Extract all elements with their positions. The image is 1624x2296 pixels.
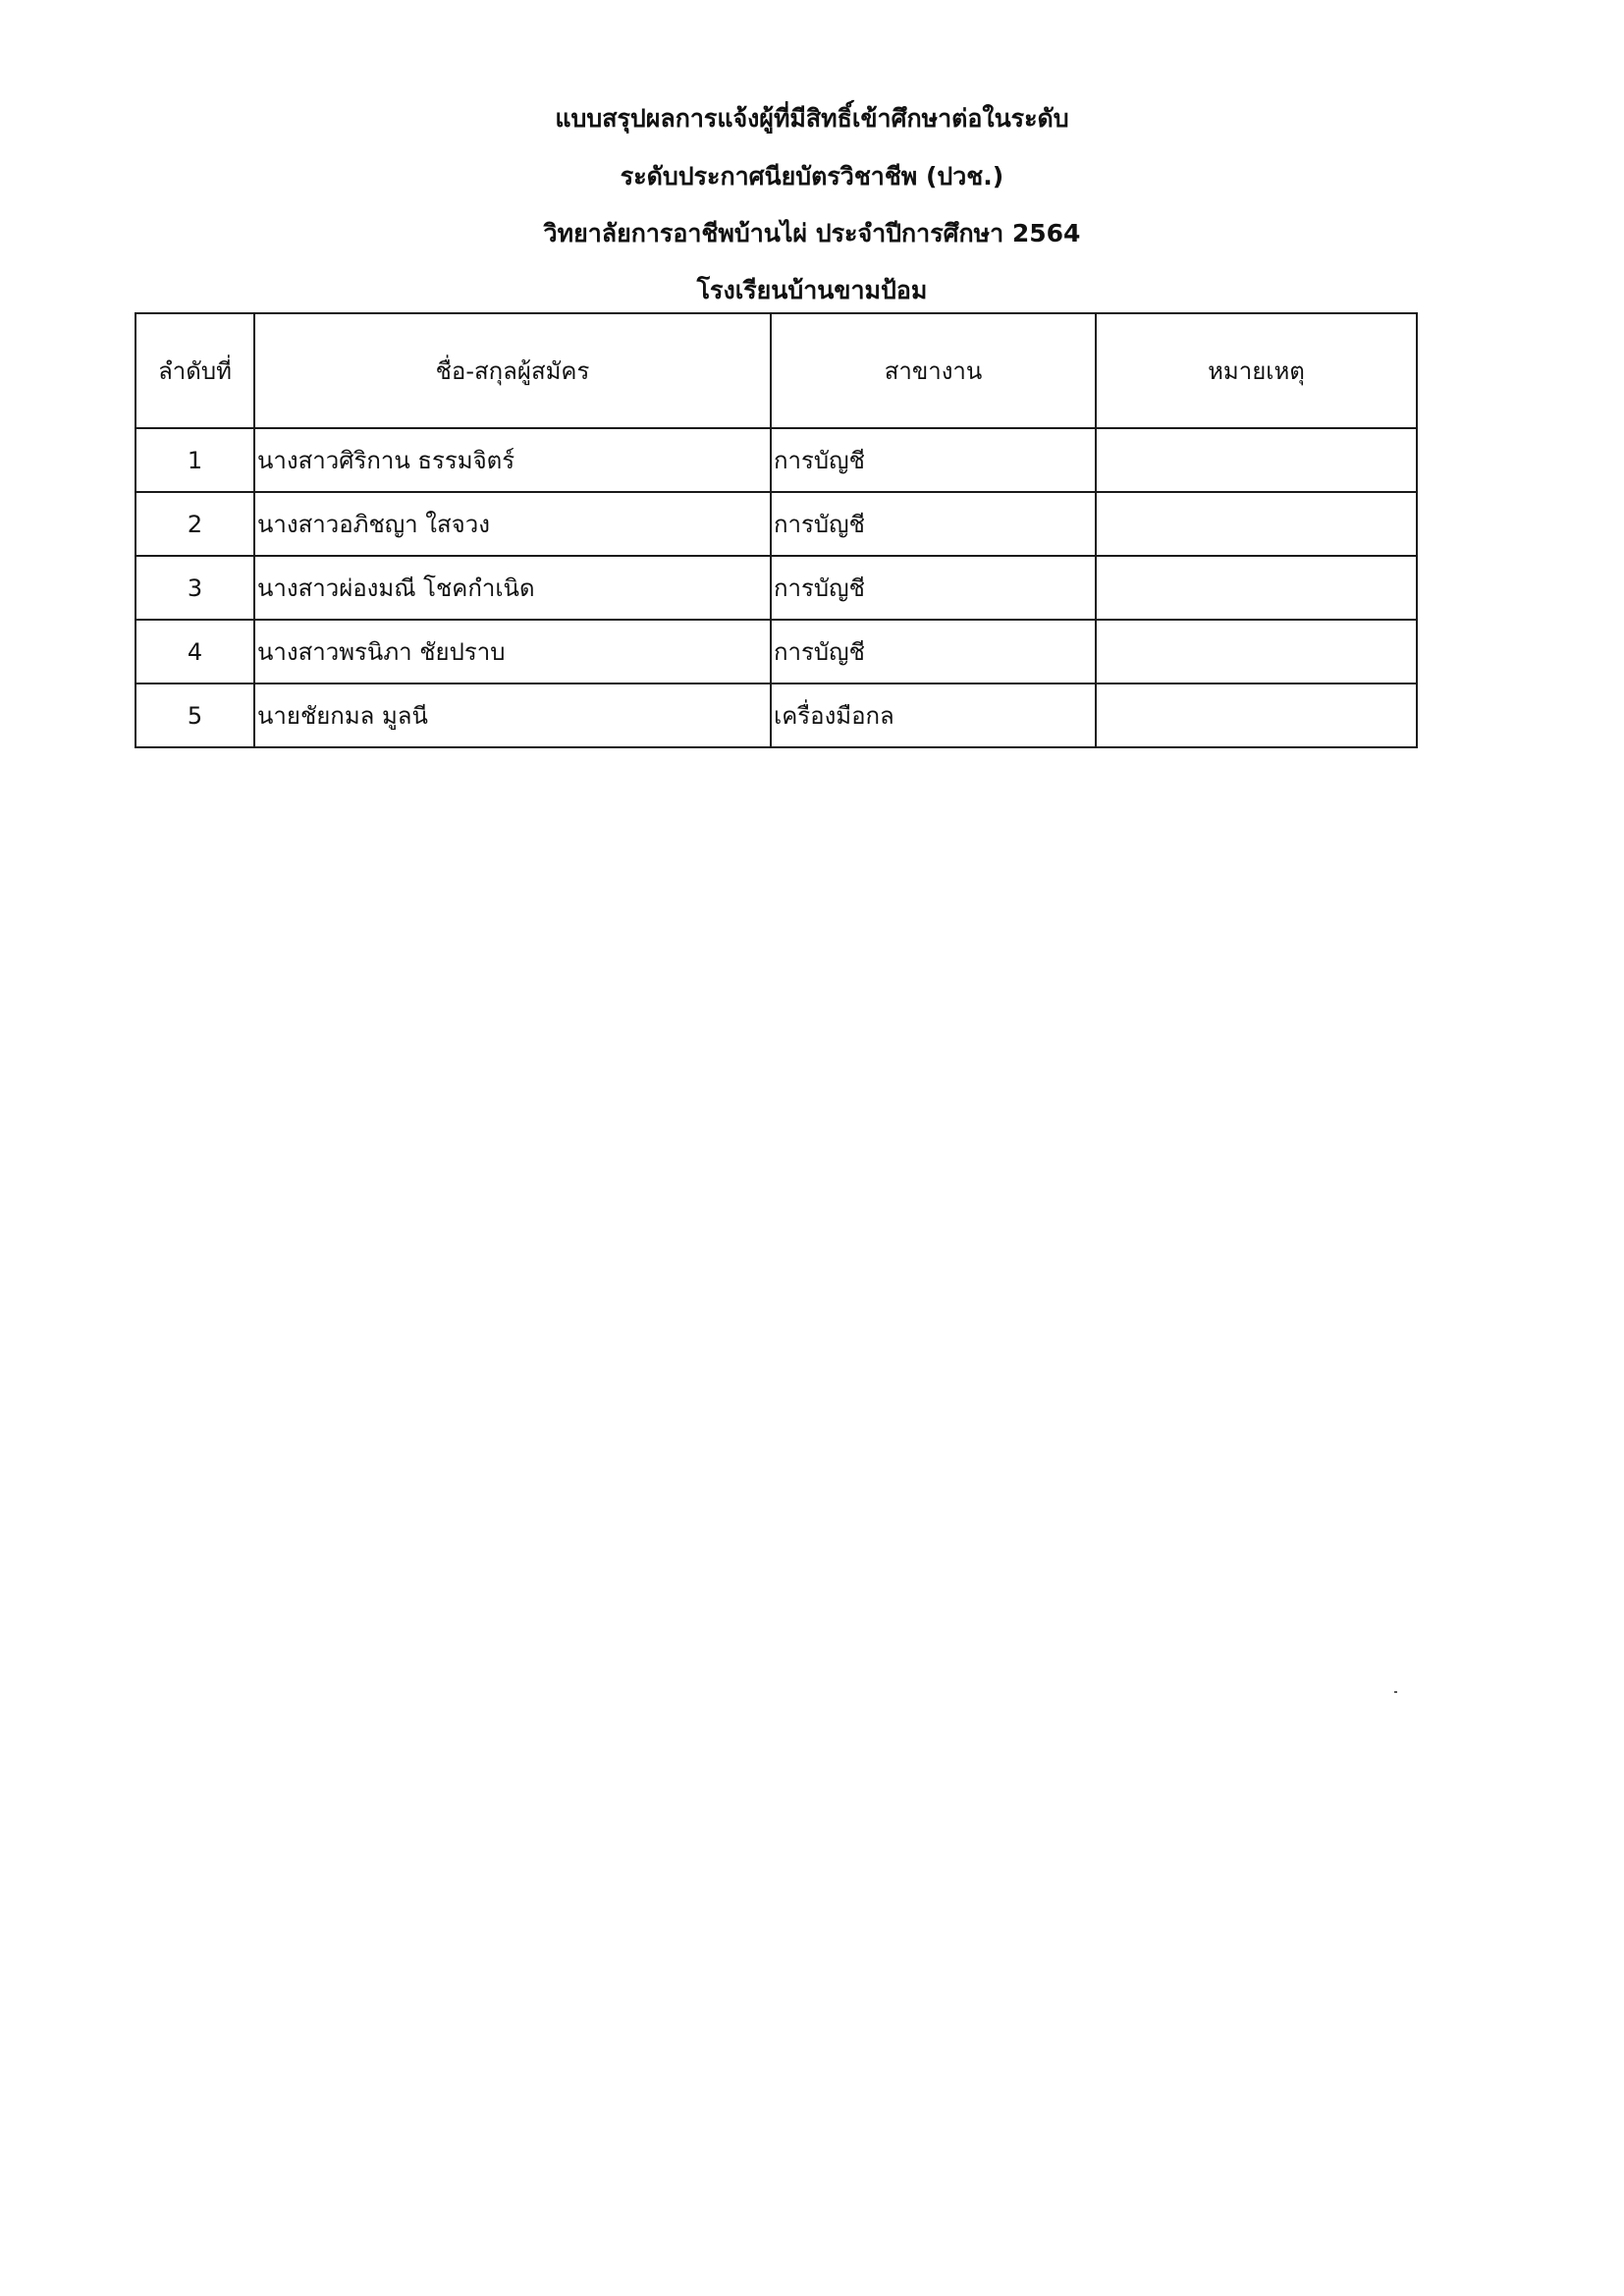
table-row [135,556,1417,620]
applicant-major: เครื่องมือกล [771,683,1096,747]
applicant-name: นายชัยกมล มูลนี [254,683,771,747]
table-row [135,428,1417,492]
applicant-major: การบัญชี [771,620,1096,683]
row-number: 2 [135,492,254,556]
table-row [135,620,1417,683]
applicant-major: การบัญชี [771,492,1096,556]
row-number: 1 [135,428,254,492]
applicant-note [1096,683,1417,747]
table-row [135,492,1417,556]
applicant-major: การบัญชี [771,428,1096,492]
applicant-note [1096,428,1417,492]
applicant-major: การบัญชี [771,556,1096,620]
applicant-name: นางสาวอภิชญา ใสจวง [254,492,771,556]
applicant-name: นางสาวผ่องมณี โชคกำเนิด [254,556,771,620]
applicant-note [1096,620,1417,683]
document-subtitle-college: วิทยาลัยการอาชีพบ้านไผ่ ประจำปีการศึกษา 2564 [543,219,1081,247]
column-header-major: สาขางาน [771,313,1096,428]
row-number: 4 [135,620,254,683]
document-title: แบบสรุปผลการแจ้งผู้ที่มีสิทธิ์เข้าศึกษาต่อในระดับ [555,104,1069,133]
applicant-name: นางสาวศิริกาน ธรรมจิตร์ [254,428,771,492]
table-header-row [135,313,1417,428]
document-subtitle-school: โรงเรียนบ้านขามป้อม [696,276,928,304]
column-header-number: ลำดับที่ [135,313,254,428]
results-table [135,312,1418,748]
column-header-note: หมายเหตุ [1096,313,1417,428]
applicant-name: นางสาวพรนิภา ชัยปราบ [254,620,771,683]
scan-speck [1394,1691,1397,1693]
applicant-note [1096,492,1417,556]
document-subtitle-level: ระดับประกาศนียบัตรวิชาชีพ (ปวช.) [620,162,1004,191]
row-number: 5 [135,683,254,747]
column-header-name: ชื่อ-สกุลผู้สมัคร [254,313,771,428]
table-row [135,683,1417,747]
row-number: 3 [135,556,254,620]
applicant-note [1096,556,1417,620]
